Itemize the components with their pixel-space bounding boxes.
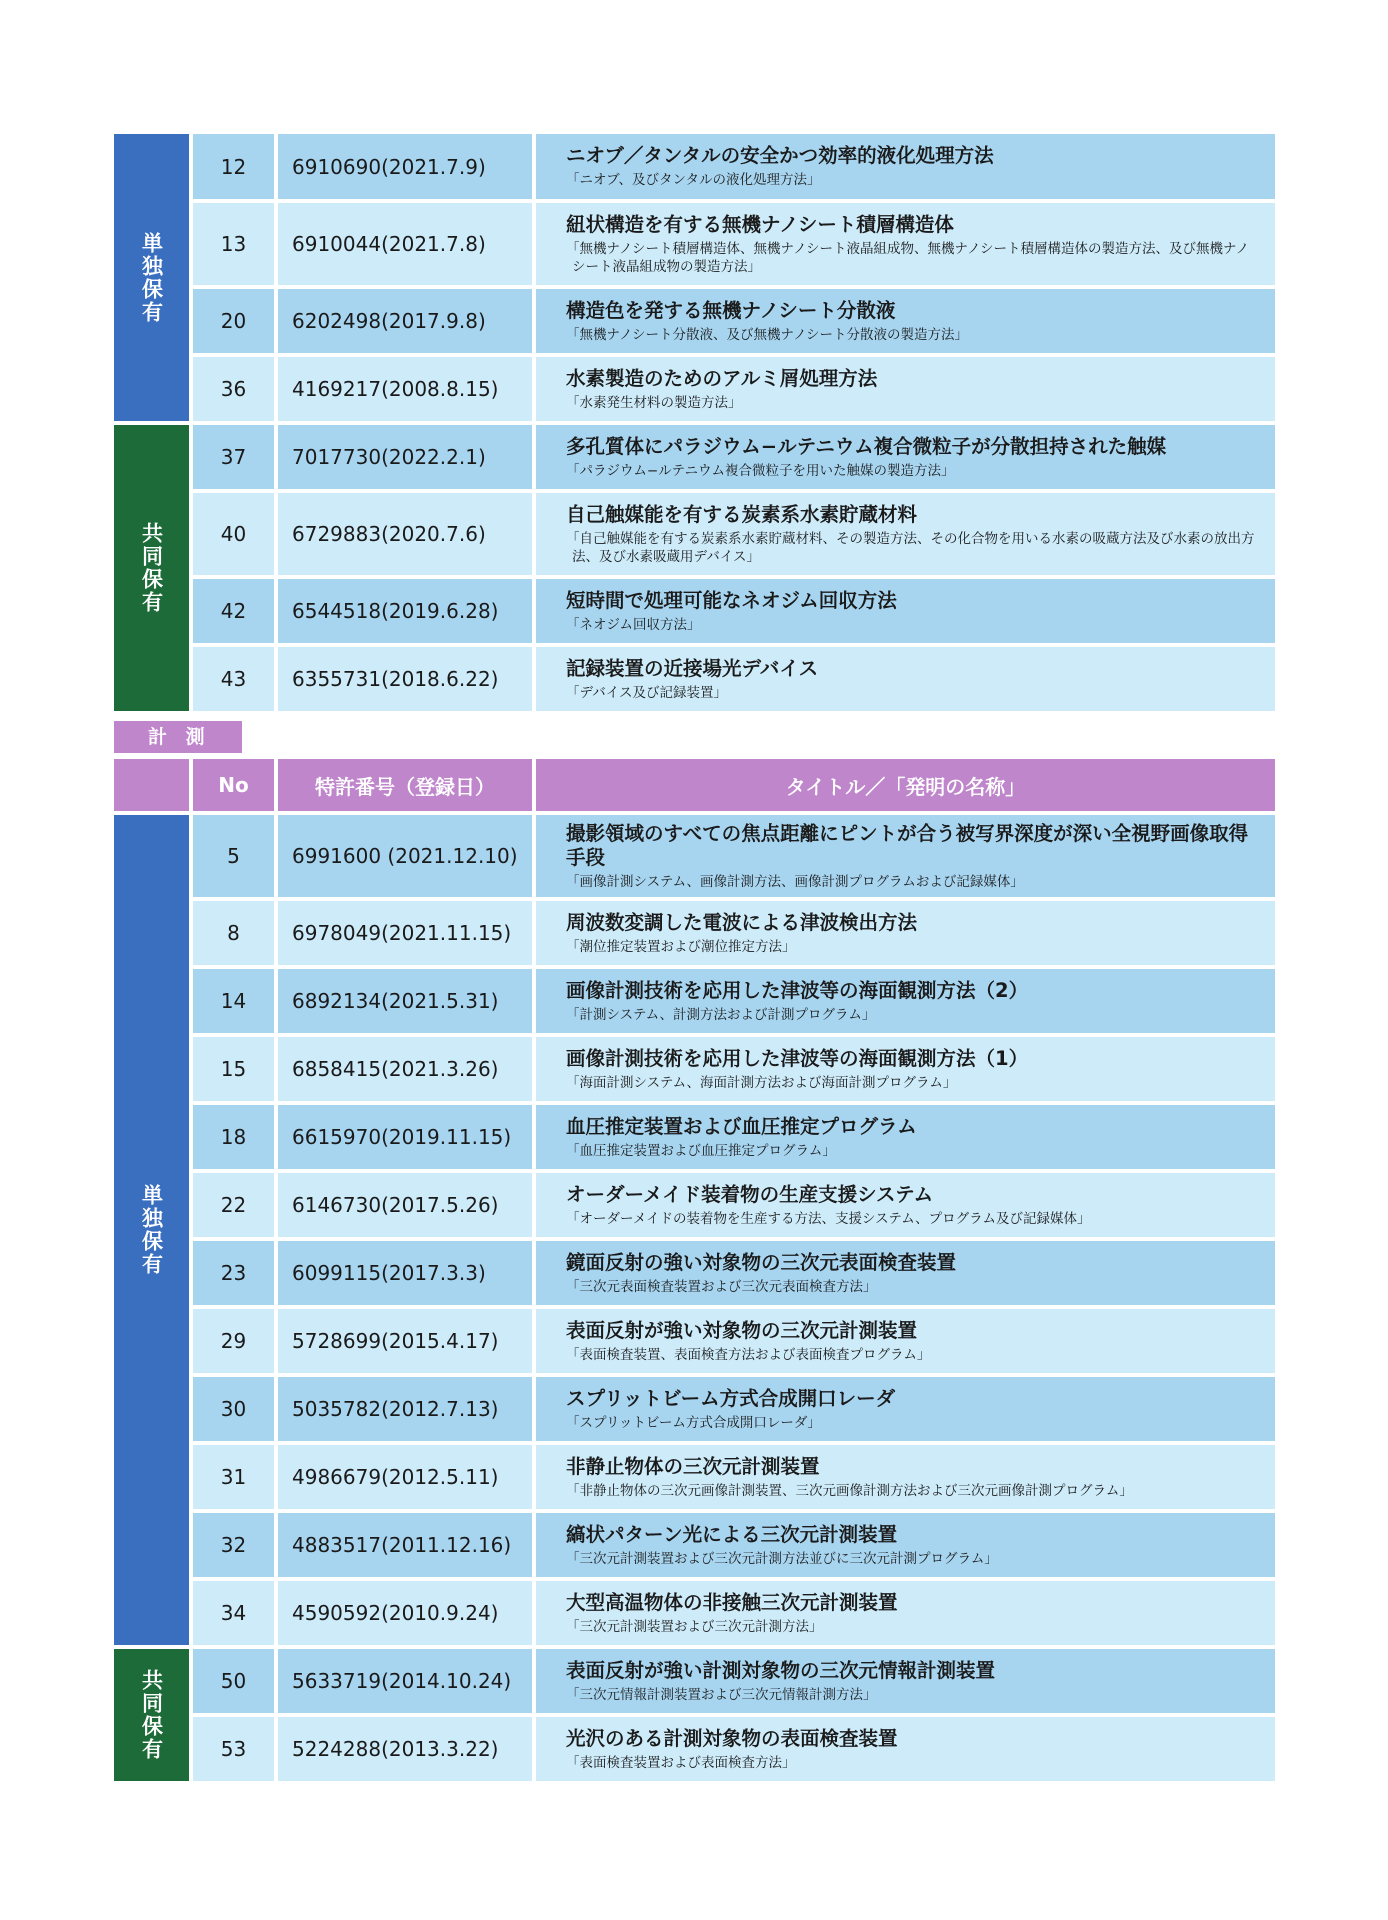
- group-label-sole-text: 単独保有: [139, 231, 164, 324]
- cell-title: [536, 1445, 1275, 1509]
- invention-title: 画像計測技術を応用した津波等の海面観測方法（1）: [566, 1046, 1029, 1070]
- cell-no: 20: [193, 289, 274, 353]
- invention-title: 画像計測技術を応用した津波等の海面観測方法（2）: [566, 978, 1029, 1002]
- invention-official-name: 「パラジウム−ルテニウム複合微粒子を用いた触媒の製造方法」: [566, 462, 955, 479]
- cell-patent-number: 5035782(2012.7.13): [278, 1377, 532, 1441]
- invention-official-name: 「非静止物体の三次元画像計測装置、三次元画像計測方法および三次元画像計測プログラム」: [566, 1482, 1133, 1499]
- invention-official-name: 「三次元表面検査装置および三次元表面検査方法」: [566, 1278, 877, 1295]
- invention-official-name: 「ネオジム回収方法」: [566, 616, 701, 633]
- cell-patent-number: 6910690(2021.7.9): [278, 134, 532, 199]
- invention-title: 非静止物体の三次元計測装置: [566, 1454, 820, 1478]
- cell-no: 30: [193, 1377, 274, 1441]
- cell-patent-number: 6202498(2017.9.8): [278, 289, 532, 353]
- invention-title: 鏡面反射の強い対象物の三次元表面検査装置: [566, 1250, 957, 1274]
- patent-list-page: [114, 134, 1271, 1781]
- group-label-joint: [114, 1649, 189, 1781]
- cell-title: [536, 1649, 1275, 1713]
- invention-official-name: 「海面計測システム、海面計測方法および海面計測プログラム」: [566, 1074, 957, 1091]
- cell-no: 14: [193, 969, 274, 1033]
- cell-patent-number: 6615970(2019.11.15): [278, 1105, 532, 1169]
- cell-no: 40: [193, 493, 274, 575]
- invention-title: 構造色を発する無機ナノシート分散液: [566, 298, 896, 322]
- cell-no: 53: [193, 1717, 274, 1781]
- cell-title: [536, 134, 1275, 199]
- invention-official-name: 「血圧推定装置および血圧推定プログラム」: [566, 1142, 836, 1159]
- invention-official-name: 「三次元計測装置および三次元計測方法並びに三次元計測プログラム」: [566, 1550, 998, 1567]
- group-label-sole: [114, 815, 189, 1645]
- invention-title: 多孔質体にパラジウム−ルテニウム複合微粒子が分散担持された触媒: [566, 434, 1167, 458]
- cell-title: [536, 1241, 1275, 1305]
- invention-official-name: 「スプリットビーム方式合成開口レーダ」: [566, 1414, 821, 1431]
- invention-title: 短時間で処理可能なネオジム回収方法: [566, 588, 897, 612]
- cell-no: 12: [193, 134, 274, 199]
- cell-title: [536, 1173, 1275, 1237]
- invention-official-name: 「三次元情報計測装置および三次元情報計測方法」: [566, 1686, 877, 1703]
- cell-patent-number: 4986679(2012.5.11): [278, 1445, 532, 1509]
- cell-title: [536, 425, 1275, 489]
- invention-title: 自己触媒能を有する炭素系水素貯蔵材料: [566, 502, 918, 526]
- invention-official-name: 「計測システム、計測方法および計測プログラム」: [566, 1006, 876, 1023]
- cell-title: [536, 289, 1275, 353]
- invention-title: 水素製造のためのアルミ屑処理方法: [566, 366, 878, 390]
- invention-official-name: 「オーダーメイドの装着物を生産する方法、支援システム、プログラム及び記録媒体」: [566, 1210, 1091, 1227]
- cell-patent-number: 5728699(2015.4.17): [278, 1309, 532, 1373]
- cell-no: 31: [193, 1445, 274, 1509]
- cell-no: 29: [193, 1309, 274, 1373]
- invention-title: 光沢のある計測対象物の表面検査装置: [566, 1726, 898, 1750]
- cell-patent-number: 4169217(2008.8.15): [278, 357, 532, 421]
- cell-no: 23: [193, 1241, 274, 1305]
- invention-title: オーダーメイド装着物の生産支援システム: [566, 1182, 934, 1206]
- cell-title: [536, 1309, 1275, 1373]
- cell-title: [536, 1037, 1275, 1101]
- invention-title: 大型高温物体の非接触三次元計測装置: [566, 1590, 898, 1614]
- invention-title: ニオブ／タンタルの安全かつ効率的液化処理方法: [566, 144, 994, 167]
- cell-no: 13: [193, 203, 274, 285]
- invention-official-name: 「ニオブ、及びタンタルの液化処理方法」: [566, 172, 821, 188]
- cell-patent-number: 6099115(2017.3.3): [278, 1241, 532, 1305]
- cell-title: [536, 493, 1275, 575]
- cell-title: [536, 1105, 1275, 1169]
- cell-title: [536, 1513, 1275, 1577]
- cell-patent-number: 6978049(2021.11.15): [278, 901, 532, 965]
- invention-official-name: 「表面検査装置、表面検査方法および表面検査プログラム」: [566, 1346, 931, 1363]
- cell-no: 42: [193, 579, 274, 643]
- invention-title: スプリットビーム方式合成開口レーダ: [566, 1386, 896, 1410]
- invention-title: 撮影領域のすべての焦点距離にピントが合う被写界深度が深い全視野画像取得手段: [566, 821, 1249, 869]
- section-label-measurement: 計 測: [114, 721, 242, 753]
- header-patent-number: 特許番号（登録日）: [278, 759, 532, 811]
- cell-no: 8: [193, 901, 274, 965]
- header-no: No: [193, 759, 274, 811]
- cell-no: 32: [193, 1513, 274, 1577]
- group-label-joint: [114, 425, 189, 711]
- cell-title: [536, 969, 1275, 1033]
- invention-official-name: 「表面検査装置および表面検査方法」: [566, 1754, 796, 1771]
- patent-table-measurement: [114, 815, 1271, 1781]
- cell-no: 43: [193, 647, 274, 711]
- group-label-sole: [114, 134, 189, 421]
- cell-no: 50: [193, 1649, 274, 1713]
- invention-official-name: 「無機ナノシート積層構造体、無機ナノシート液晶組成物、無機ナノシート積層構造体の製造方法、及び無機ナノシート液晶組成物の製造方法」: [566, 240, 1250, 275]
- invention-official-name: 「三次元計測装置および三次元計測方法」: [566, 1618, 823, 1635]
- cell-no: 5: [193, 815, 274, 897]
- invention-title: 血圧推定装置および血圧推定プログラム: [566, 1114, 917, 1138]
- header-blank: [114, 759, 189, 811]
- table-header-row: [114, 759, 1271, 811]
- cell-title: [536, 579, 1275, 643]
- cell-no: 37: [193, 425, 274, 489]
- cell-title: [536, 901, 1275, 965]
- cell-title: [536, 1377, 1275, 1441]
- cell-patent-number: 7017730(2022.2.1): [278, 425, 532, 489]
- cell-patent-number: 6991600 (2021.12.10): [278, 815, 532, 897]
- invention-official-name: 「無機ナノシート分散液、及び無機ナノシート分散液の製造方法」: [566, 326, 969, 343]
- cell-no: 15: [193, 1037, 274, 1101]
- cell-no: 36: [193, 357, 274, 421]
- invention-title: 周波数変調した電波による津波検出方法: [566, 910, 918, 934]
- cell-title: [536, 1581, 1275, 1645]
- cell-patent-number: 6544518(2019.6.28): [278, 579, 532, 643]
- invention-official-name: 「水素発生材料の製造方法」: [566, 394, 742, 411]
- cell-patent-number: 4590592(2010.9.24): [278, 1581, 532, 1645]
- cell-title: [536, 203, 1275, 285]
- cell-no: 18: [193, 1105, 274, 1169]
- cell-patent-number: 6729883(2020.7.6): [278, 493, 532, 575]
- cell-patent-number: 5633719(2014.10.24): [278, 1649, 532, 1713]
- cell-patent-number: 6858415(2021.3.26): [278, 1037, 532, 1101]
- patent-table-materials: [114, 134, 1271, 711]
- cell-patent-number: 6355731(2018.6.22): [278, 647, 532, 711]
- invention-title: 表面反射が強い計測対象物の三次元情報計測装置: [566, 1658, 996, 1682]
- invention-title: 表面反射が強い対象物の三次元計測装置: [566, 1318, 918, 1342]
- cell-no: 34: [193, 1581, 274, 1645]
- cell-patent-number: 6146730(2017.5.26): [278, 1173, 532, 1237]
- invention-official-name: 「デバイス及び記録装置」: [566, 684, 728, 701]
- group-label-sole-text: 単独保有: [139, 1184, 164, 1276]
- cell-title: [536, 1717, 1275, 1781]
- cell-patent-number: 6910044(2021.7.8): [278, 203, 532, 285]
- invention-official-name: 「潮位推定装置および潮位推定方法」: [566, 938, 796, 955]
- cell-patent-number: 5224288(2013.3.22): [278, 1717, 532, 1781]
- cell-no: 22: [193, 1173, 274, 1237]
- group-label-joint-text: 共同保有: [139, 1669, 164, 1761]
- invention-title: 縞状パターン光による三次元計測装置: [566, 1522, 898, 1546]
- invention-title: 紐状構造を有する無機ナノシート積層構造体: [566, 212, 954, 236]
- cell-title: [536, 357, 1275, 421]
- invention-official-name: 「自己触媒能を有する炭素系水素貯蔵材料、その製造方法、その化合物を用いる水素の吸蔵方法及び水素の放出方法、及び水素吸蔵用デバイス」: [566, 530, 1255, 565]
- cell-title: [536, 647, 1275, 711]
- group-label-joint-text: 共同保有: [139, 522, 164, 614]
- header-title: タイトル／「発明の名称」: [536, 759, 1275, 811]
- cell-patent-number: 6892134(2021.5.31): [278, 969, 532, 1033]
- invention-official-name: 「画像計測システム、画像計測方法、画像計測プログラムおよび記録媒体」: [566, 873, 1024, 890]
- invention-title: 記録装置の近接場光デバイス: [566, 656, 819, 680]
- cell-title: [536, 815, 1275, 897]
- cell-patent-number: 4883517(2011.12.16): [278, 1513, 532, 1577]
